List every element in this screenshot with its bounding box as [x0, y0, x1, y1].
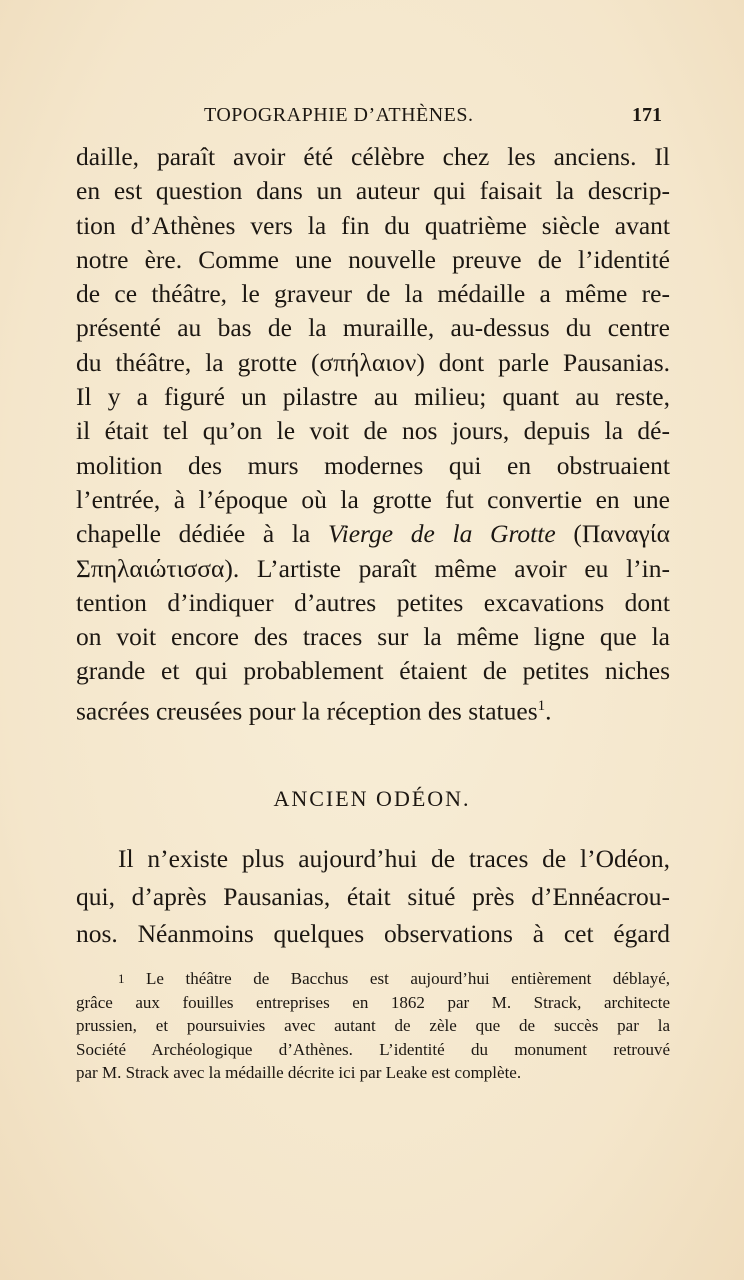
footnote-line: par M. Strack avec la médaille décrite ici par Leake est complète.	[76, 1063, 522, 1083]
text-line	[76, 689, 670, 726]
text-line: du théâtre, la grotte (σπήλαιον) dont parle Pausanias.	[76, 347, 670, 377]
text-line: Il n’existe plus aujourd’hui de traces de l’Odéon,	[118, 844, 670, 873]
footnote-line: prussien, et poursuivies avec autant de zèle que de succès par la	[76, 1016, 670, 1036]
running-head: TOPOGRAPHIE D’ATHÈNES.	[204, 104, 474, 126]
text-line: notre ère. Comme une nouvelle preuve de l’identité	[76, 244, 670, 274]
text-line: de ce théâtre, le graveur de la médaille a même re-	[76, 279, 670, 309]
section-paragraph	[76, 840, 670, 953]
main-paragraph	[76, 140, 670, 726]
text-line: molition des murs modernes qui en obstruaient	[76, 450, 670, 480]
text-line: l’entrée, à l’époque où la grotte fut convertie en une	[76, 484, 670, 514]
text-line: présenté au bas de la muraille, au-dessus du centre	[76, 313, 670, 343]
text-line: grande et qui probablement étaient de petites niches	[76, 656, 670, 686]
footnote-line: grâce aux fouilles entreprises en 1862 par M. Strack, architecte	[76, 992, 670, 1012]
page-number: 171	[632, 104, 662, 126]
text-line: il était tel qu’on le voit de nos jours, depuis la dé-	[76, 416, 670, 446]
footnote-reference: 1	[537, 697, 546, 714]
text-line: en est question dans un auteur qui faisait la descrip-	[76, 176, 670, 206]
page-header	[76, 100, 662, 130]
text-segment: chapelle dédiée à la	[76, 519, 328, 549]
section-heading: ANCIEN ODÉON.	[273, 786, 471, 811]
text-segment: .	[545, 696, 552, 726]
text-segment: Le théâtre de Bacchus est aujourd’hui entièrement déblayé,	[146, 969, 671, 988]
footnote	[76, 967, 670, 1085]
text-line	[76, 517, 670, 551]
text-segment: sacrées creusées pour la réception des statues	[76, 696, 538, 726]
text-line: Σπηλαιώτισσα). L’artiste paraît même avoir eu l’in-	[76, 553, 670, 583]
text-line: nos. Néanmoins quelques observations à cet égard	[76, 919, 670, 948]
footnote-marker: 1	[118, 971, 125, 986]
text-segment: (Παναγία	[555, 519, 670, 549]
footnote-line	[76, 967, 670, 991]
italic-title: Vierge de la Grotte	[327, 519, 556, 549]
text-line: tention d’indiquer d’autres petites excavations dont	[76, 587, 670, 617]
text-line: tion d’Athènes vers la fin du quatrième siècle avant	[76, 210, 670, 240]
text-line: daille, paraît avoir été célèbre chez les anciens. Il	[76, 142, 670, 171]
footnote-line: Société Archéologique d’Athènes. L’identité du monument retrouvé	[76, 1039, 670, 1059]
text-line: qui, d’après Pausanias, était situé près d’Ennéacrou-	[76, 881, 670, 911]
text-line: Il y a figuré un pilastre au milieu; quant au reste,	[76, 382, 670, 412]
text-line: on voit encore des traces sur la même ligne que la	[76, 622, 670, 652]
